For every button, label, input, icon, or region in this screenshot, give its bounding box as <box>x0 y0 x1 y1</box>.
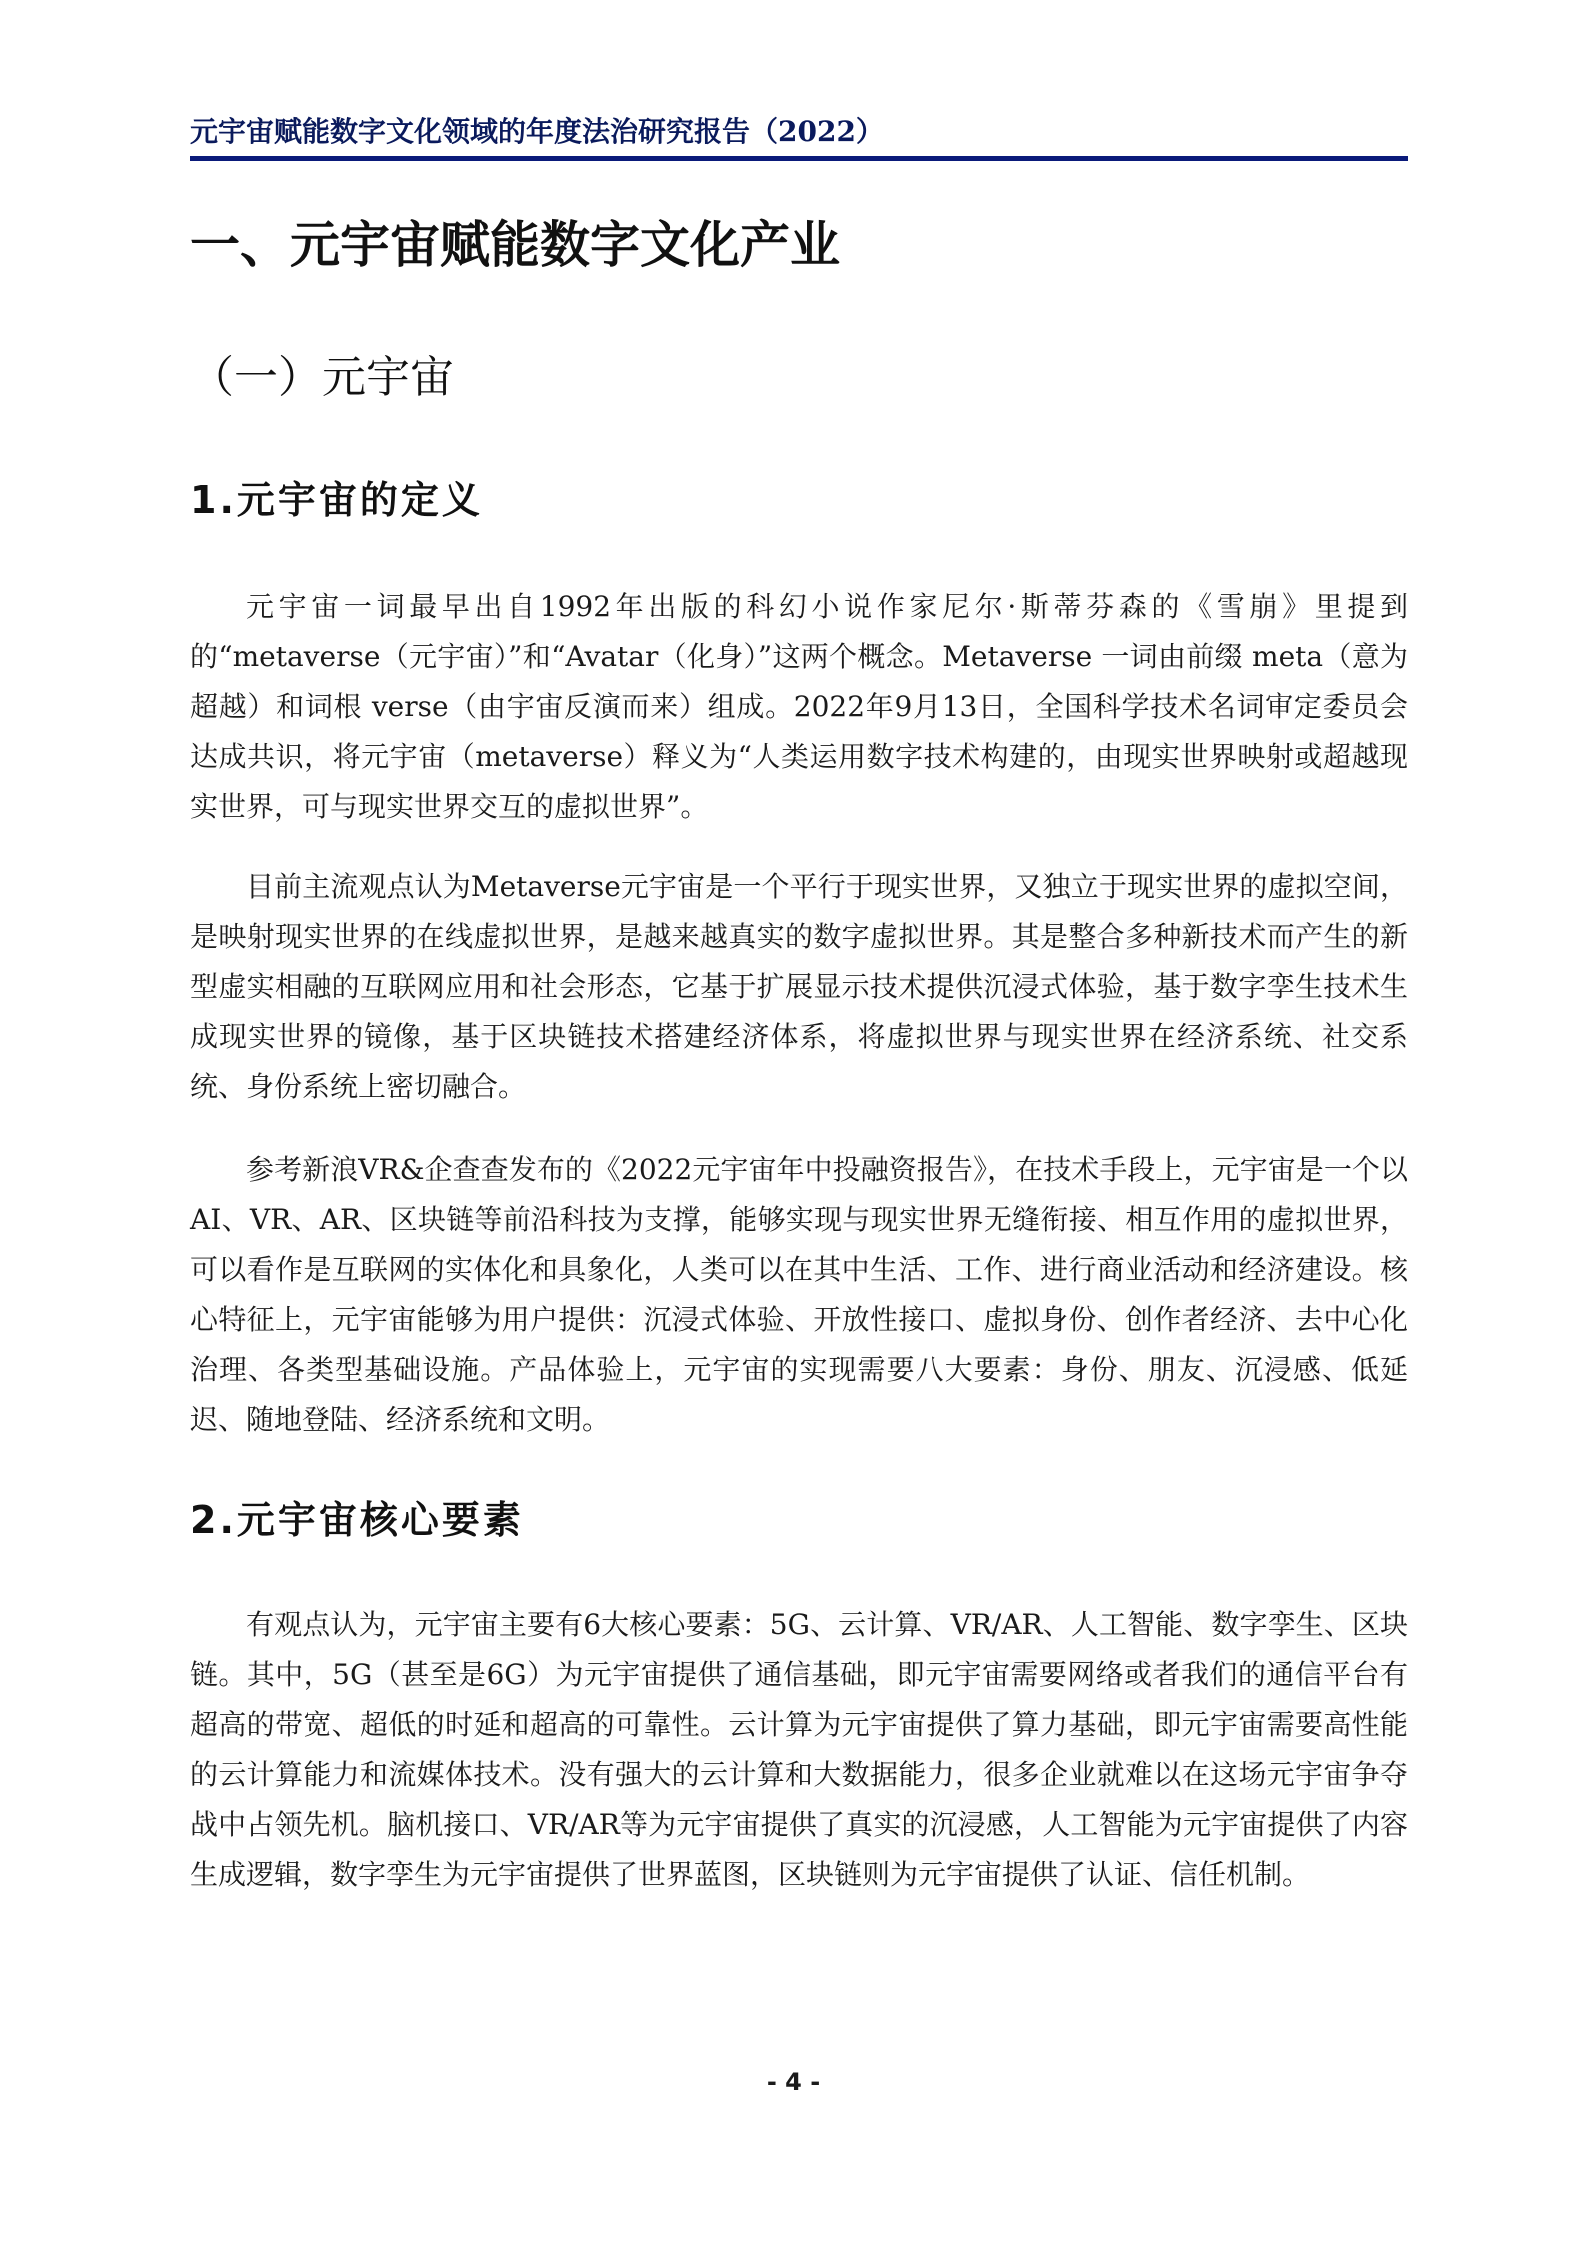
subsection-title-definition: 1.元宇宙的定义 <box>190 478 483 522</box>
paragraph-mainstream-view: 目前主流观点认为Metaverse元宇宙是一个平行于现实世界，又独立于现实世界的虚拟空间，是映射现实世界的在线虚拟世界，是越来越真实的数字虚拟世界。其是整合多种新技术而产生的新型虚实相融的互联网应用和社会形态，它基于扩展显示技术提供沉浸式体验，基于数字孪生技术生成现实世界的镜像，基于区块链技术搭建经济体系，将虚拟世界与现实世界在经济系统、社交系统、身份系统上密切融合。 <box>190 870 1408 1103</box>
section-title: （一）元宇宙 <box>190 352 454 403</box>
paragraph-definition-origin: 元宇宙一词最早出自1992年出版的科幻小说作家尼尔·斯蒂芬森的《雪崩》里提到的“metaverse（元宇宙）”和“Avatar（化身）”这两个概念。Metaverse 一词由前缀 meta（意为超越）和词根 verse（由宇宙反演而来）组成。2022年9月13日，全国科学技术名词审定委员会达成共识，将元宇宙（metaverse）释义为“人类运用数字技术构建的，由现实世界映射或超越现实世界，可与现实世界交互的虚拟世界”。 <box>190 590 1408 823</box>
report-title: 元宇宙赋能数字文化领域的年度法治研究报告（2022） <box>190 115 884 148</box>
header-rule-divider <box>190 156 1408 161</box>
page-number: - 4 - <box>766 2068 821 2096</box>
chapter-title: 一、元宇宙赋能数字文化产业 <box>190 216 840 274</box>
paragraph-investment-report: 参考新浪VR&企查查发布的《2022元宇宙年中投融资报告》，在技术手段上，元宇宙是一个以AI、VR、AR、区块链等前沿科技为支撑，能够实现与现实世界无缝衔接、相互作用的虚拟世界，可以看作是互联网的实体化和具象化，人类可以在其中生活、工作、进行商业活动和经济建设。核心特征上，元宇宙能够为用户提供：沉浸式体验、开放性接口、虚拟身份、创作者经济、去中心化治理、各类型基础设施。产品体验上，元宇宙的实现需要八大要素：身份、朋友、沉浸感、低延迟、随地登陆、经济系统和文明。 <box>190 1153 1408 1436</box>
running-header <box>190 112 1408 160</box>
subsection-title-core-elements: 2.元宇宙核心要素 <box>190 1498 524 1542</box>
paragraph-core-elements: 有观点认为，元宇宙主要有6大核心要素：5G、云计算、VR/AR、人工智能、数字孪生、区块链。其中，5G（甚至是6G）为元宇宙提供了通信基础，即元宇宙需要网络或者我们的通信平台有超高的带宽、超低的时延和超高的可靠性。云计算为元宇宙提供了算力基础，即元宇宙需要高性能的云计算能力和流媒体技术。没有强大的云计算和大数据能力，很多企业就难以在这场元宇宙争夺战中占领先机。脑机接口、VR/AR等为元宇宙提供了真实的沉浸感，人工智能为元宇宙提供了内容生成逻辑，数字孪生为元宇宙提供了世界蓝图，区块链则为元宇宙提供了认证、信任机制。 <box>190 1608 1408 1891</box>
